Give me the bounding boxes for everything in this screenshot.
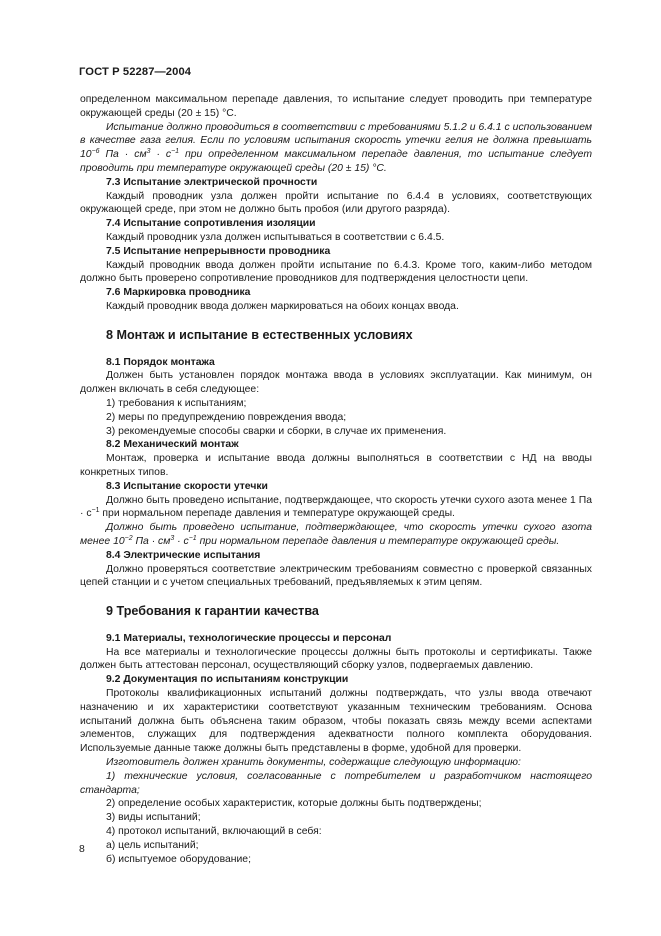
- section-heading-9: 9 Требования к гарантии качества: [106, 604, 319, 619]
- paragraph: Должно проверяться соответствие электрическим требованиям совместно с проверкой связанных цепей станции и с учетом специальных требований, предъявляемых к этим цепям.: [80, 563, 592, 589]
- paragraph-italic: Испытание должно проводиться в соответствии с требованиями 5.1.2 и 6.4.1 с использованием в качестве газа гелия. Если по условиям испытания скорость утечки гелия не должна превышать $10^{-6}$ Па · $см^3 \cdot с^{-1}$ при определенном максимальном перепаде давления, то испытание следует проводить при температуре окружающей среды (20 ± 15) °С.: [80, 121, 592, 174]
- subsection-heading-7-3: 7.3 Испытание электрической прочности: [106, 176, 318, 188]
- paragraph: Каждый проводник узла должен испытываться в соответствии с 6.4.5.: [106, 231, 445, 243]
- list-item-italic: 1) технические условия, согласованные с потребителем и разработчиком настоящего стандарта;: [80, 770, 592, 796]
- paragraph: Каждый проводник узла должен пройти испытание по 6.4.4 в условиях, соответствующих окружающей среде, при этом не должно быть пробоя (или другого разряда).: [80, 190, 592, 216]
- paragraph: определенном максимальном перепаде давления, то испытание следует проводить при температуре окружающей среды (20 ± 15) °С.: [80, 94, 592, 119]
- paragraph: Каждый проводник ввода должен пройти испытание по 6.4.3. Кроме того, каким-либо методом должно быть проверено сопротивление проводников для подтверждения целостности цепи.: [80, 259, 592, 285]
- paragraph-italic: Должно быть проведено испытание, подтверждающее, что скорость утечки сухого азота менее $10^{-2}$ Па · $см^3 \cdot с^{-1}$ при нормальном перепаде давления и температуре окружающей среды.: [80, 522, 592, 547]
- paragraph: На все материалы и технологические процессы должны быть протоколы и сертификаты. Также должен быть аттестован персонал, осуществляющий сборку узлов, подвергаемых давлению.: [80, 646, 592, 672]
- subsection-heading-9-1: 9.1 Материалы, технологические процессы и персонал: [106, 632, 392, 644]
- paragraph: Должно быть проведено испытание, подтверждающее, что скорость утечки сухого азота менее 1 Па · $с^{-1}$ при нормальном перепаде давления и температуре окружающей среды.: [80, 494, 592, 520]
- paragraph: Протоколы квалификационных испытаний должны подтверждать, что узлы ввода отвечают назначению и их характеристики соответствуют указанным техническим требованиям. Основа испытаний должна быть объяснена таким образом, чтобы показать связь между всеми аспектами элементов, служащих для подтверждения адекватности полного комплекта оборудования. Используемые данные также должны быть представлены в форме, удобной для проверки.: [80, 688, 592, 755]
- subsection-heading-9-2: 9.2 Документация по испытаниям конструкции: [106, 674, 349, 686]
- list-item: 1) требования к испытаниям;: [106, 397, 247, 409]
- list-item: 4) протокол испытаний, включающий в себя:: [106, 826, 322, 838]
- subsection-heading-8-2: 8.2 Механический монтаж: [106, 439, 239, 451]
- list-item: 3) рекомендуемые способы сварки и сборки, в случае их применения.: [106, 425, 447, 437]
- paragraph: Каждый проводник ввода должен маркироваться на обоих концах ввода.: [106, 300, 459, 312]
- subsection-heading-8-3: 8.3 Испытание скорости утечки: [106, 480, 268, 492]
- list-item: б) испытуемое оборудование;: [106, 853, 251, 865]
- subsection-heading-8-4: 8.4 Электрические испытания: [106, 549, 261, 561]
- list-item: 2) меры по предупреждению повреждения ввода;: [106, 411, 347, 423]
- list-item: а) цель испытаний;: [106, 839, 199, 851]
- list-item: 2) определение особых характеристик, которые должны быть подтверждены;: [106, 798, 482, 810]
- subsection-heading-7-5: 7.5 Испытание непрерывности проводника: [106, 245, 331, 257]
- list-item: 3) виды испытаний;: [106, 812, 201, 824]
- document-header: ГОСТ Р 52287—2004: [79, 66, 192, 78]
- paragraph: Монтаж, проверка и испытание ввода должны выполняться в соответствии с НД на вводы конкретных типов.: [80, 453, 592, 478]
- paragraph-italic: Изготовитель должен хранить документы, содержащие следующую информацию:: [106, 757, 521, 769]
- subsection-heading-8-1: 8.1 Порядок монтажа: [106, 356, 215, 368]
- page-number: 8: [79, 844, 85, 855]
- section-heading-8: 8 Монтаж и испытание в естественных условиях: [106, 327, 413, 342]
- subsection-heading-7-4: 7.4 Испытание сопротивления изоляции: [106, 218, 316, 230]
- subsection-heading-7-6: 7.6 Маркировка проводника: [106, 287, 251, 299]
- document-body: [80, 93, 592, 866]
- paragraph: Должен быть установлен порядок монтажа ввода в условиях эксплуатации. Как минимум, он должен включать в себя следующее:: [80, 370, 592, 396]
